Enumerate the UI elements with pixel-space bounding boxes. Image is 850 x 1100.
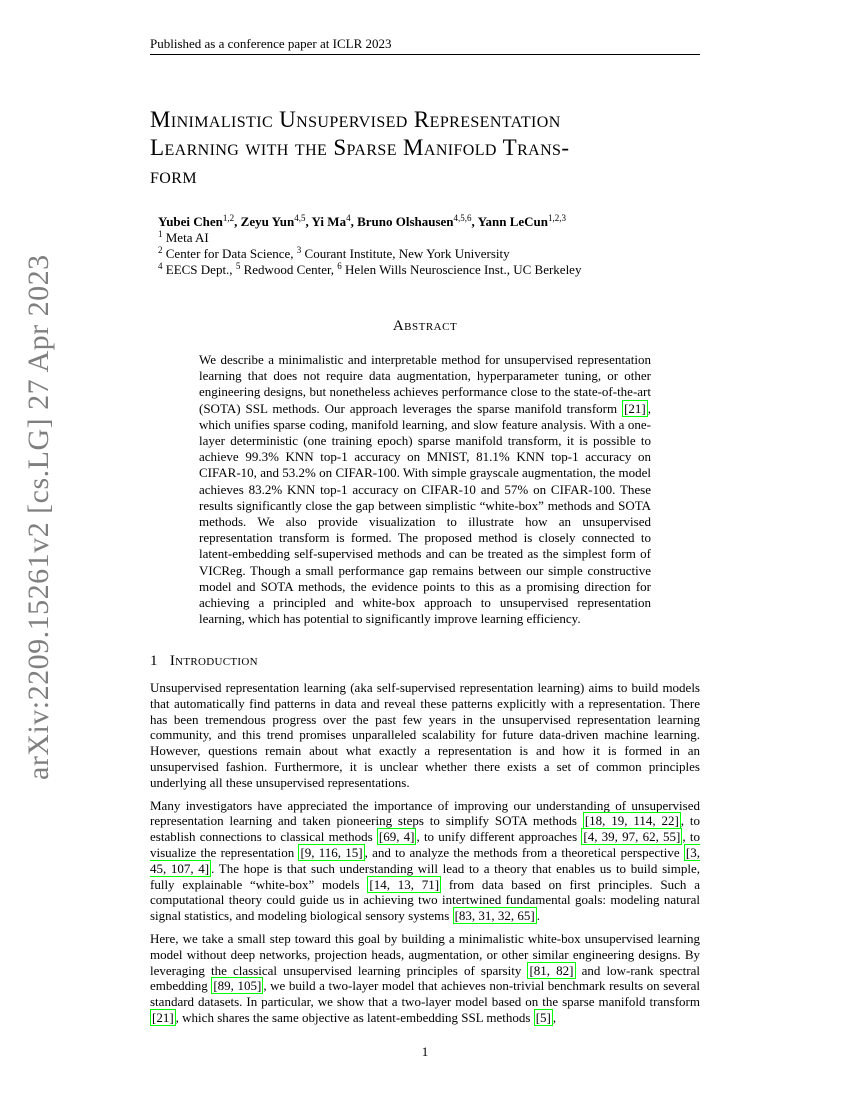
abstract-segment: We describe a minimalistic and interpretable method for unsupervised representation learning that does not require data augmentation, hyperparameter tuning, or other engineering designs, but nonetheless achieves performance close to the state-of-the-art (SOTA) SSL methods. Our approach leverages the sparse manifold transform: [199, 352, 651, 416]
citation-link[interactable]: [3, 45, 107, 4]: [150, 844, 700, 876]
paragraph: [150, 931, 700, 1026]
citation-link[interactable]: [9, 116, 15]: [300, 844, 363, 860]
section-title: Introduction: [169, 653, 258, 669]
author-affil-sup: 4: [346, 213, 351, 223]
text-segment: , to establish connections to classical methods: [150, 813, 700, 845]
affil-sup: 4: [158, 261, 163, 271]
affil-sup: 2: [158, 245, 163, 255]
text-segment: .: [536, 908, 541, 924]
text-segment: Many investigators have appreciated the importance of improving our understanding of unsupervised representation learning and taken pioneering steps to simplify SOTA methods: [150, 797, 700, 829]
affiliation: Center for Data Science,: [165, 246, 294, 261]
author-block: [158, 214, 700, 278]
arxiv-stamp[interactable]: arXiv:2209.15261v2 [cs.LG] 27 Apr 2023: [22, 254, 55, 780]
body-text: [150, 680, 700, 1033]
affiliation: Courant Institute, New York University: [304, 246, 510, 261]
affiliation: Helen Wills Neuroscience Inst., UC Berkeley: [345, 262, 582, 277]
citation-link[interactable]: [5]: [535, 1009, 551, 1025]
text-segment: Here, we take a small step toward this goal by building a minimalistic white-box unsupervised learning model without deep networks, projection heads, augmentation, or other similar engineering designs. By leveraging the classical unsupervised learning principles of sparsity: [150, 930, 700, 978]
citation-link[interactable]: [18, 19, 114, 22]: [584, 813, 679, 829]
author-name: Zeyu Yun: [240, 214, 295, 229]
text-segment: from data based on first principles. Such a computational theory could guide us in achieving two intertwined fundamental goals: modeling natural signal statistics, and modeling biological sensory systems: [150, 876, 700, 924]
author-names: Yubei Chen$^{1,2}$, Zeyu Yun$^{4,5}$, Yi Ma$^4$, Bruno Olshausen$^{4,5,6}$, Yann LeCun$^{1,2,3}$: [158, 213, 567, 229]
author-name: Yann LeCun: [477, 214, 549, 229]
affil-sup: 1: [158, 229, 163, 239]
affil-sup: 3: [296, 245, 302, 255]
text-segment: , we build a two-layer model that achieves non-trivial benchmark results on several standard datasets. In particular, we show that a two-layer model based on the sparse manifold transform: [150, 978, 700, 1010]
affiliation: Redwood Center,: [243, 262, 335, 277]
affil-sup: 5: [235, 261, 241, 271]
affil-sup: 6: [337, 261, 342, 271]
citation-link[interactable]: [21]: [152, 1009, 174, 1025]
author-affil-sup: 1,2: [222, 213, 235, 223]
text-segment: , to visualize the representation: [150, 829, 700, 860]
text-segment: , to unify different approaches: [416, 829, 582, 845]
citation-link[interactable]: [69, 4]: [378, 829, 415, 845]
author-name: Yubei Chen: [158, 214, 223, 229]
affiliation: Meta AI: [165, 230, 209, 245]
abstract-heading: Abstract: [392, 318, 458, 334]
author-name: Yi Ma: [311, 214, 347, 229]
text-segment: , which shares the same objective as latent-embedding SSL methods: [175, 1009, 534, 1025]
author-affil-sup: 4,5,6: [453, 213, 472, 223]
section-heading: [150, 653, 700, 670]
affiliation: EECS Dept.,: [165, 262, 233, 277]
citation-link[interactable]: [4, 39, 97, 62, 55]: [583, 829, 681, 845]
citation-link[interactable]: [83, 31, 32, 65]: [454, 908, 535, 924]
citation-link[interactable]: [81, 82]: [529, 962, 574, 978]
title-line-3: form: [150, 163, 197, 188]
text-segment: and low-rank spectral embedding: [150, 962, 700, 994]
section-number: 1: [150, 653, 158, 669]
citation-link[interactable]: [89, 105]: [213, 978, 262, 994]
author-name: Bruno Olshausen: [357, 214, 454, 229]
citation-link[interactable]: [14, 13, 71]: [369, 876, 440, 892]
text-segment: . The hope is that such understanding will lead to a theory that enables us to build simple, fully explainable “white-box” models: [150, 860, 700, 892]
abstract-text: [199, 352, 651, 627]
text-segment: , and to analyze the methods from a theoretical perspective: [364, 844, 684, 860]
paper-title: [150, 106, 700, 190]
paragraph: Unsupervised representation learning (aka self-supervised representation learning) aims to build models that automatically find patterns in data and reveal these patterns explicitly with a representation. There has been tremendous progress over the past few years in the unsupervised representation learning community, and this trend promises unparalleled scalability for future data-driven machine learning. However, questions remain about what exactly a representation is and how it is formed in an unsupervised fashion. Furthermore, it is unclear whether there exists a set of common principles underlying all these unsupervised representations.: [150, 680, 700, 790]
author-affil-sup: 1,2,3: [548, 213, 567, 223]
title-line-1: Minimalistic Unsupervised Representation: [150, 107, 561, 132]
text-segment: ,: [552, 1009, 557, 1025]
affiliation-line: [158, 262, 700, 278]
abstract-segment: , which unifies sparse coding, manifold learning, and slow feature analysis. With a one-layer deterministic (one training epoch) sparse manifold transform, it is possible to achieve 99.3% KNN top-1 accuracy on MNIST, 81.1% KNN top-1 accuracy on CIFAR-10, and 53.2% on CIFAR-100. With simple grayscale augmentation, the model achieves 83.2% KNN top-1 accuracy on CIFAR-10 and 57% on CIFAR-100. These results significantly close the gap between simplistic “white-box” methods and SOTA methods. We also provide visualization to illustrate how an unsupervised representation transform is formed. The proposed method is closely connected to latent-embedding self-supervised methods and can be treated as the simplest form of VICReg. Though a small performance gap remains between our simple constructive model and SOTA methods, the evidence points to this as a promising direction for achieving a principled and white-box approach to unsupervised representation learning, which has potential to significantly improve learning efficiency.: [199, 400, 651, 627]
page-number: 1: [421, 1044, 429, 1059]
paragraph: [150, 798, 700, 924]
title-line-2: Learning with the Sparse Manifold Trans-: [150, 135, 570, 160]
affiliation-line: [158, 230, 700, 246]
author-affil-sup: 4,5: [294, 213, 306, 223]
running-header: Published as a conference paper at ICLR 2023: [150, 36, 700, 55]
citation-link[interactable]: [21]: [624, 400, 646, 416]
affiliation-line: [158, 246, 700, 262]
